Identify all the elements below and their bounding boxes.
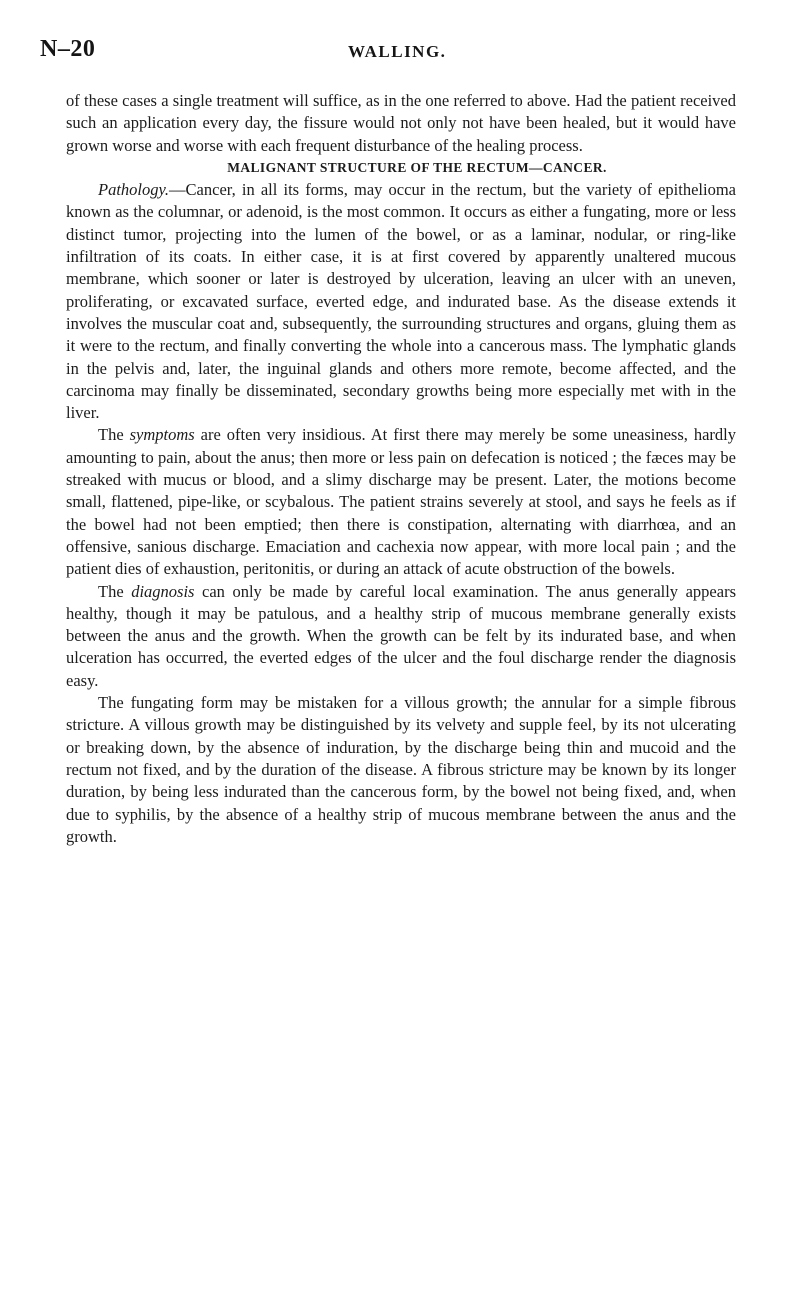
diagnosis-paragraph xyxy=(66,581,736,692)
diagnosis-text: can only be made by careful local examination. The anus generally appears healthy, though it may be patulous, and a healthy strip of mucous membrane generally exists between the anus and the growth. When the growth can be felt by its indurated base, and when ulceration has occurred, the everted edges of the ulcer and the foul discharge render the diagnosis easy. xyxy=(66,581,736,690)
diagnosis-label: diagnosis xyxy=(131,581,195,601)
pathology-label: Pathology. xyxy=(98,180,170,200)
symptoms-label: symptoms xyxy=(129,425,195,445)
symptoms-paragraph xyxy=(66,424,736,580)
running-title: WALLING. xyxy=(348,42,447,61)
page-number: N–20 xyxy=(40,36,96,62)
pathology-text: —Cancer, in all its forms, may occur in the rectum, but the variety of epithelioma known as the columnar, or adenoid, is the most common. It occurs as either a fungating, more or less distinct tumor, projecting into the lumen of the bowel, or as a laminar, nodular, or ring-like infiltration of its coats. In either case, it is at first covered by apparently unaltered mucous membrane, which sooner or later is destroyed by ulceration, leaving an ulcer with an uneven, proliferating, or excavated surface, everted edge, and indurated base. As the disease extends it involves the muscular coat and, subsequently, the surrounding structures and organs, gluing them as it were to the rectum, and finally converting the whole into a cancerous mass. The lymphatic glands in the pelvis and, later, the inguinal glands and others more remote, become affected, and the carcinoma may finally be disseminated, secondary growths being more especially met with in the liver. xyxy=(66,180,736,423)
section-heading: MALIGNANT STRUCTURE OF THE RECTUM—CANCER. xyxy=(227,159,607,175)
differential-paragraph: The fungating form may be mistaken for a villous growth; the annular for a simple fibrous stricture. A villous growth may be distinguished by its velvety and supple feel, by its not ulcerating or breaking down, by the absence of induration, by the discharge being thin and mucoid and the rectum not fixed, and by the duration of the disease. A fibrous stricture may be known by its longer duration, by being less indurated than the cancerous form, by the bowel not being fixed, and, when due to syphilis, by the absence of a healthy strip of mucous membrane between the anus and the growth. xyxy=(66,693,736,846)
body-text xyxy=(66,90,736,848)
symptoms-prefix: The xyxy=(98,425,130,445)
pathology-paragraph xyxy=(66,179,736,424)
diagnosis-prefix: The xyxy=(98,581,132,601)
continued-paragraph: of these cases a single treatment will suffice, as in the one referred to above. Had the patient received such an application every day, the fissure would not only not have been healed, but it would have grown worse and worse with each frequent disturbance of the healing process. xyxy=(66,91,736,155)
symptoms-text: are often very insidious. At first there may merely be some uneasiness, hardly amounting to pain, about the anus; then more or less pain on defecation is noticed ; the fæces may be streaked with mucus or blood, and a slimy discharge may be present. Later, the motions become small, flattened, pipe-like, or scybalous. The patient strains severely at stool, and says he feels as if the bowel had not been emptied; then there is constipation, alternating with diarrhœa, and an offensive, sanious discharge. Emaciation and cachexia now appear, with more local pain ; and the patient dies of exhaustion, peritonitis, or during an attack of acute obstruction of the bowels. xyxy=(66,425,736,579)
page-header xyxy=(40,36,760,72)
